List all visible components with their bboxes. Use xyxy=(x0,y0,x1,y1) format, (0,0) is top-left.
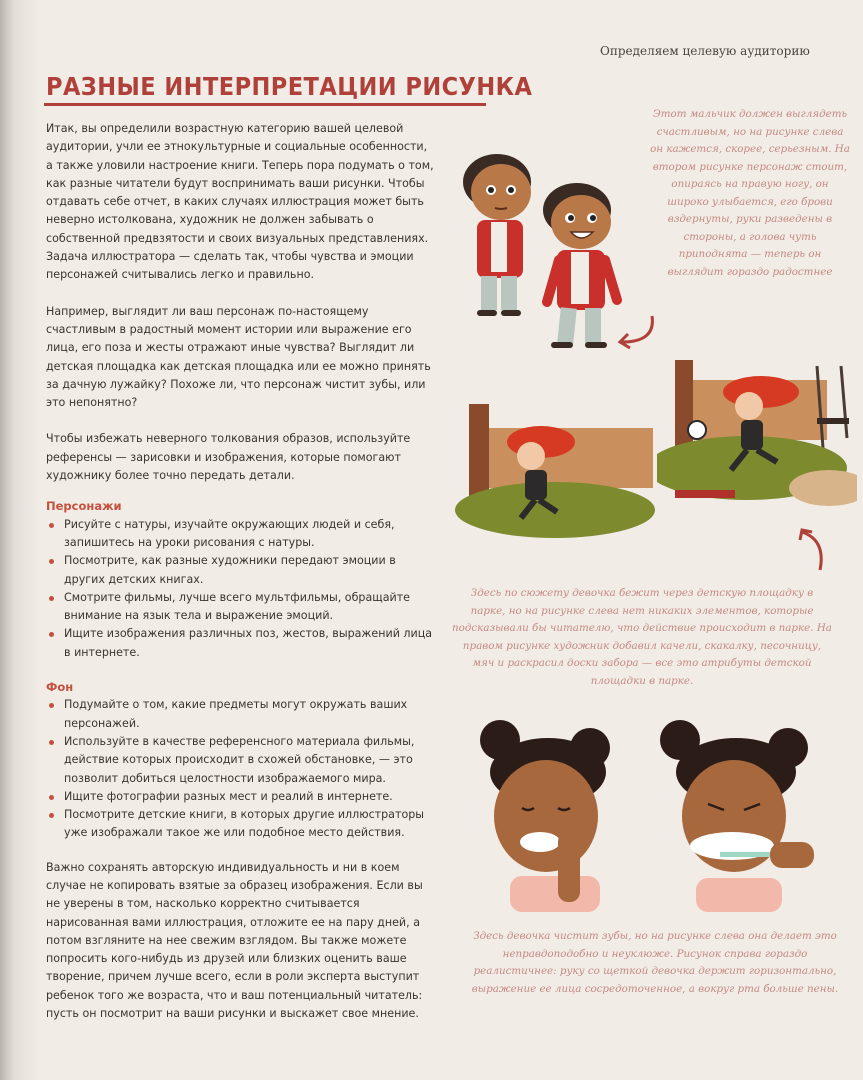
happy-boy-figure xyxy=(543,183,617,348)
background-heading: Фон xyxy=(46,680,74,695)
paragraph-conclusion: Важно сохранять авторскую индивидуальность и ни в коем случае не копировать взятые за образец изображения. Если вы не уверены в том, насколько корректно считывается нарисованная вами иллюстрация, отложите ее на пару дней, а потом взгляните на нее свежим взглядом. Вы также можете попросить кого-нибудь из друзей или близких оценить ваше творение, причем лучше всего, если в роли эксперта выступит ребенок того же возраста, что и ваш потенциальный читатель: пусть он посмотрит на ваши рисунки и выскажет свое мнение. xyxy=(46,860,423,1021)
background-list xyxy=(46,696,436,842)
awkward-girl-figure xyxy=(480,720,610,912)
caption-boy: Этот мальчик должен выглядеть счастливым, но на рисунке слева он кажется, скорее, серьезным. На втором рисунке персонаж стоит, опираясь на правую ногу, он широко улыбается, его брови вздернуты, руки разведены в стороны, а голова чуть приподнята — теперь он выглядит гораздо радостнее xyxy=(650,108,850,278)
list-item: Посмотрите детские книги, в которых другие иллюстраторы уже изображали такое же или подобное место действия. xyxy=(46,806,436,843)
teeth-brushing-illustration xyxy=(470,712,830,912)
serious-boy-figure xyxy=(463,154,531,316)
curved-arrow-icon xyxy=(796,526,830,574)
main-text-column xyxy=(46,120,436,1023)
section-title: РАЗНЫЕ ИНТЕРПРЕТАЦИИ РИСУНКА xyxy=(46,72,533,101)
paragraph-references: Чтобы избежать неверного толкования образов, используйте референсы — зарисовки и изображения, которые помогают художнику более точно передать детали. xyxy=(46,432,411,483)
list-item: Подумайте о том, какие предметы могут окружать ваших персонажей. xyxy=(46,696,436,733)
girl-running-park-illustration xyxy=(657,358,857,508)
caption-teeth: Здесь девочка чистит зубы, но на рисунке слева она делает это неправдоподобно и неуклюже. Рисунок справа гораздо реалистичнее: руку со щеткой девочка держит горизонтально, выражение ее лица сосредоточенное, а вокруг рта больше пены. xyxy=(471,930,839,995)
curved-arrow-icon xyxy=(612,312,660,352)
girl-running-plain-illustration xyxy=(455,400,660,540)
list-item: Посмотрите, как разные художники передают эмоции в других детских книгах. xyxy=(46,552,436,589)
list-item: Ищите фотографии разных мест и реалий в интернете. xyxy=(46,788,436,806)
characters-list xyxy=(46,516,436,662)
caption-girl-park: Здесь по сюжету девочка бежит через детскую площадку в парке, но на рисунке слева нет никаких элементов, которые подсказывали бы читателю, что действие происходит в парке. На правом рисунке художник добавил качели, скакалку, песочницу, мяч и раскрасил доски забора — все это атрибуты детской площадки в парке. xyxy=(452,587,832,687)
list-item: Рисуйте с натуры, изучайте окружающих людей и себя, запишитесь на уроки рисования с натуры. xyxy=(46,516,436,553)
list-item: Используйте в качестве референсного материала фильмы, действие которых происходит в схожей обстановке, — это позволит добиться целостности изображаемого мира. xyxy=(46,733,436,788)
list-item: Смотрите фильмы, лучше всего мультфильмы, обращайте внимание на язык тела и выражение эмоций. xyxy=(46,589,436,626)
running-header: Определяем целевую аудиторию xyxy=(600,44,810,58)
realistic-girl-figure xyxy=(660,720,814,912)
list-item: Ищите изображения различных поз, жестов, выражений лица в интернете. xyxy=(46,625,436,662)
paragraph-intro: Итак, вы определили возрастную категорию вашей целевой аудитории, учли ее этнокультурные и социальные особенности, а также уловили настроение книги. Теперь пора подумать о том, как разные читатели будут воспринимать ваши рисунки. Чтобы отдавать себе отчет, в каких случаях иллюстрация может быть неверно истолкована, художник не должен забывать о собственной предвзятости и своих визуальных представлениях. Задача иллюстратора — сделать так, чтобы чувства и эмоции персонажей считывались легко и правильно. xyxy=(46,122,434,282)
title-underline xyxy=(44,103,486,106)
paragraph-examples: Например, выглядит ли ваш персонаж по-настоящему счастливым в радостный момент истории или выражение его лица, его поза и жесты отражают иные чувства? Выглядит ли детская площадка как детская площадка или ее можно принять за дачную лужайку? Похоже ли, что персонаж чистит зубы, или это непонятно? xyxy=(46,304,431,410)
characters-heading: Персонажи xyxy=(46,499,122,514)
